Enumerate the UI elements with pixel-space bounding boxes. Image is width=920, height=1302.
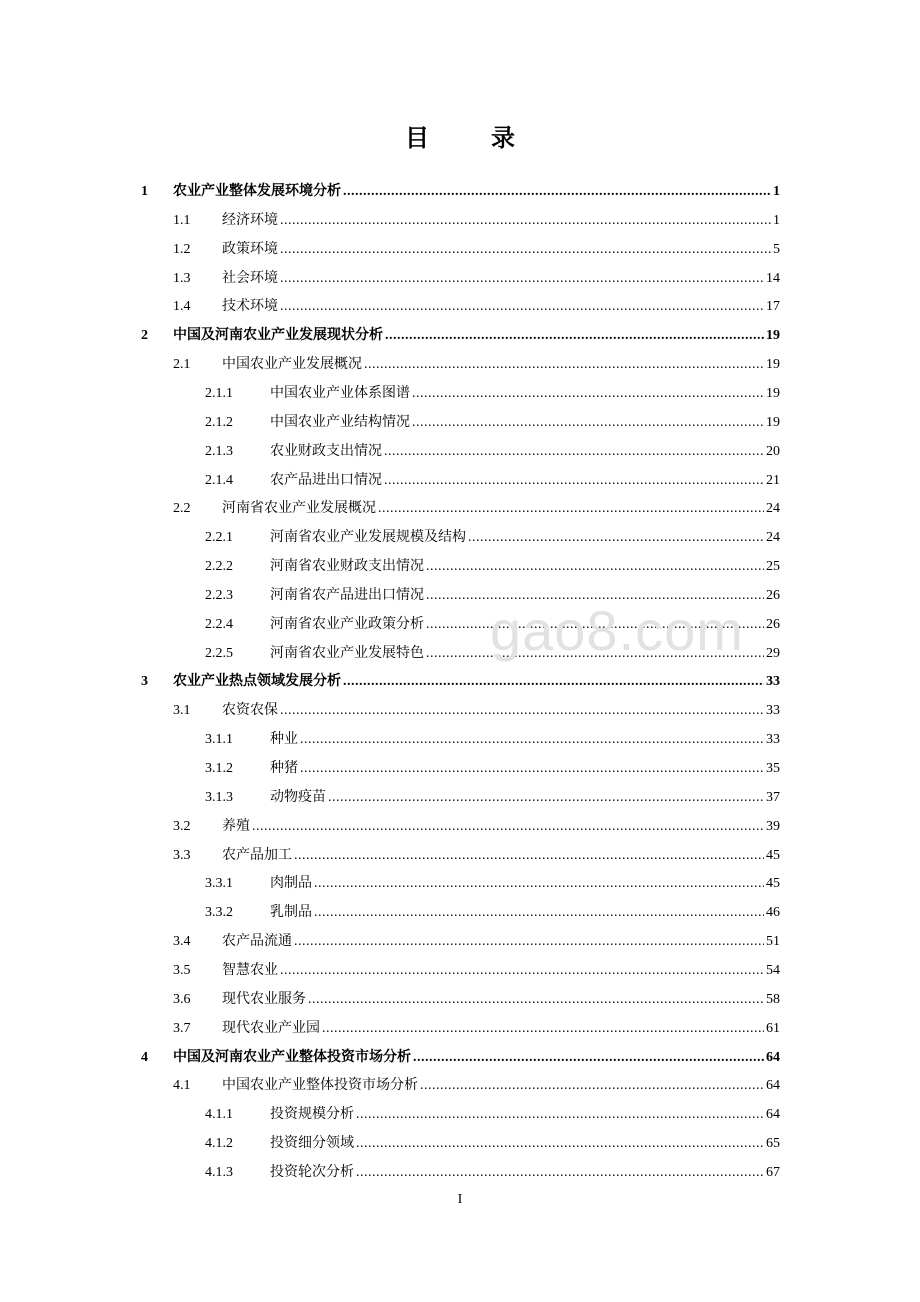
toc-dot-leader [280, 268, 764, 290]
toc-entry-leader [270, 1162, 780, 1184]
toc-entry[interactable] [0, 960, 920, 982]
toc-dot-leader [343, 181, 771, 203]
toc-entry-number: 2.2.1 [205, 530, 233, 546]
toc-entry-title: 投资轮次分析 [270, 1164, 354, 1180]
toc-entry[interactable] [0, 845, 920, 867]
toc-entry-leader [270, 412, 780, 434]
toc-entry-page: 33 [766, 703, 780, 719]
toc-entry-leader [270, 758, 780, 780]
toc-entry-number: 3.4 [173, 934, 191, 950]
toc-entry[interactable] [0, 1018, 920, 1040]
toc-entry[interactable] [0, 873, 920, 895]
toc-entry-number: 2.1.4 [205, 472, 233, 488]
toc-entry-number: 3.3.2 [205, 905, 233, 921]
toc-entry-leader [270, 729, 780, 751]
toc-entry-page: 20 [766, 443, 780, 459]
toc-entry-leader [222, 498, 780, 520]
toc-entry[interactable] [0, 729, 920, 751]
toc-entry-leader [222, 1018, 780, 1040]
toc-entry-title: 智慧农业 [222, 962, 278, 978]
toc-entry-title: 养殖 [222, 818, 250, 834]
toc-dot-leader [468, 527, 764, 549]
toc-entry-page: 1 [773, 212, 780, 228]
toc-entry-leader [173, 671, 780, 693]
toc-dot-leader [413, 1047, 764, 1069]
toc-entry-title: 政策环境 [222, 241, 278, 257]
toc-entry-number: 3.3.1 [205, 876, 233, 892]
toc-entry-number: 3 [141, 674, 148, 690]
toc-entry-leader [270, 470, 780, 492]
toc-entry[interactable] [0, 989, 920, 1011]
toc-entry-title: 河南省农业产业发展规模及结构 [270, 530, 466, 546]
toc-entry-title: 社会环境 [222, 270, 278, 286]
toc-entry-number: 3.1.3 [205, 789, 233, 805]
toc-entry-page: 61 [766, 1020, 780, 1036]
toc-dot-leader [300, 758, 764, 780]
toc-entry-page: 35 [766, 761, 780, 776]
toc-dot-leader [294, 931, 764, 953]
toc-entry-number: 4.1.3 [205, 1164, 233, 1180]
toc-entry-leader [222, 239, 780, 261]
toc-entry-page: 64 [766, 1049, 780, 1065]
toc-entry[interactable] [0, 643, 920, 665]
toc-entry-title: 中国农业产业结构情况 [270, 414, 410, 430]
toc-entry-page: 67 [766, 1164, 780, 1180]
toc-entry-title: 技术环境 [222, 299, 278, 315]
toc-dot-leader [356, 1104, 764, 1126]
toc-entry-title: 种业 [270, 732, 298, 748]
toc-entry-page: 33 [766, 732, 780, 748]
toc-entry-title: 乳制品 [270, 905, 312, 921]
toc-entry-number: 3.6 [173, 991, 191, 1007]
toc-entry-leader [222, 1075, 780, 1097]
toc-dot-leader [412, 412, 764, 434]
toc-entry-page: 45 [766, 847, 780, 863]
toc-entry-number: 1.2 [173, 241, 191, 257]
toc-dot-leader [356, 1162, 764, 1184]
toc-entry-title: 中国农业产业发展概况 [222, 357, 362, 373]
toc-entry-page: 64 [766, 1107, 780, 1123]
toc-entry-number: 2.2.2 [205, 559, 233, 575]
toc-entry-title: 农产品进出口情况 [270, 472, 382, 488]
toc-entry-page: 29 [766, 645, 780, 661]
toc-entry-number: 1.4 [173, 299, 191, 315]
toc-dot-leader [343, 671, 764, 693]
toc-entry-page: 37 [766, 789, 780, 805]
toc-entry-leader [173, 325, 780, 347]
toc-entry-page: 45 [766, 876, 780, 892]
toc-entry[interactable] [0, 325, 920, 347]
toc-entry[interactable] [0, 585, 920, 607]
toc-dot-leader [294, 845, 764, 867]
toc-entry-number: 3.5 [173, 962, 191, 978]
toc-entry-page: 24 [766, 530, 780, 546]
toc-entry-page: 26 [766, 587, 780, 603]
toc-entry[interactable] [0, 816, 920, 838]
toc-entry[interactable] [0, 902, 920, 924]
toc-dot-leader [426, 556, 764, 578]
toc-entry[interactable] [0, 787, 920, 809]
toc-dot-leader [308, 989, 764, 1011]
toc-entry[interactable] [0, 470, 920, 492]
toc-entry-leader [222, 354, 780, 376]
toc-entry-number: 2.2.4 [205, 616, 233, 632]
toc-entry[interactable] [0, 556, 920, 578]
toc-dot-leader [378, 498, 764, 520]
toc-entry-title: 中国农业产业体系图谱 [270, 385, 410, 401]
toc-dot-leader [384, 470, 764, 492]
toc-entry-leader [222, 816, 780, 838]
toc-entry-page: 24 [766, 501, 780, 517]
toc-dot-leader [280, 700, 764, 722]
toc-entry-page: 54 [766, 962, 780, 978]
toc-entry-title: 投资规模分析 [270, 1107, 354, 1123]
toc-dot-leader [252, 816, 764, 838]
toc-entry-page: 21 [766, 472, 780, 488]
toc-entry-number: 3.1 [173, 703, 191, 719]
toc-entry-title: 肉制品 [270, 876, 312, 892]
toc-entry-page: 51 [766, 934, 780, 950]
toc-entry-number: 2.2.3 [205, 587, 233, 603]
toc-entry[interactable] [0, 614, 920, 636]
toc-entry-title: 农资农保 [222, 703, 278, 719]
toc-entry-page: 1 [773, 184, 780, 199]
toc-entry-page: 46 [766, 905, 780, 921]
toc-entry[interactable] [0, 1133, 920, 1155]
toc-entry[interactable] [0, 383, 920, 405]
toc-dot-leader [328, 787, 764, 809]
toc-entry-page: 19 [766, 414, 780, 430]
toc-entry-number: 4.1 [173, 1078, 191, 1094]
toc-entry[interactable] [0, 412, 920, 434]
toc-entry[interactable] [0, 1162, 920, 1184]
toc-entry-page: 14 [766, 270, 780, 286]
toc-entry-page: 19 [766, 385, 780, 401]
toc-entry-title: 农业产业整体发展环境分析 [173, 184, 341, 199]
toc-dot-leader [300, 729, 764, 751]
toc-entry-title: 中国农业产业整体投资市场分析 [222, 1078, 418, 1094]
toc-entry-leader [222, 989, 780, 1011]
toc-dot-leader [412, 383, 764, 405]
toc-entry-leader [270, 441, 780, 463]
footer-page-number: I [457, 1192, 463, 1207]
toc-entry-title: 中国及河南农业产业发展现状分析 [173, 328, 383, 344]
toc-entry[interactable] [0, 210, 920, 232]
toc-entry-number: 1.3 [173, 270, 191, 286]
toc-entry-number: 4 [141, 1049, 148, 1065]
toc-entry-number: 2.1.2 [205, 414, 233, 430]
toc-entry[interactable] [0, 931, 920, 953]
toc-entry-page: 5 [773, 241, 780, 257]
toc-entry-leader [270, 1104, 780, 1126]
toc-entry-number: 1 [141, 184, 148, 199]
toc-entry[interactable] [0, 181, 920, 203]
toc-entry[interactable] [0, 498, 920, 520]
toc-entry[interactable] [0, 354, 920, 376]
page-title: 目 录 [405, 126, 543, 152]
toc-entry-title: 河南省农业产业发展概况 [222, 501, 376, 517]
toc-entry[interactable] [0, 527, 920, 549]
toc-dot-leader [280, 239, 771, 261]
toc-dot-leader [356, 1133, 764, 1155]
toc-entry-title: 投资细分领域 [270, 1136, 354, 1152]
toc-entry-title: 现代农业产业园 [222, 1020, 320, 1036]
toc-dot-leader [384, 441, 764, 463]
toc-entry-leader [270, 902, 780, 924]
toc-entry[interactable] [0, 239, 920, 261]
toc-dot-leader [385, 325, 764, 347]
toc-entry-title: 农业财政支出情况 [270, 443, 382, 459]
toc-entry-page: 25 [766, 559, 780, 575]
toc-entry-leader [270, 383, 780, 405]
toc-entry-title: 经济环境 [222, 212, 278, 228]
toc-entry-title: 河南省农业产业政策分析 [270, 616, 424, 632]
toc-entry-title: 动物疫苗 [270, 789, 326, 805]
toc-entry-number: 4.1.2 [205, 1136, 233, 1152]
toc-entry-leader [222, 268, 780, 290]
toc-dot-leader [322, 1018, 764, 1040]
toc-entry-title: 农业产业热点领域发展分析 [173, 674, 341, 690]
toc-entry-number: 3.1.1 [205, 732, 233, 748]
toc-entry-number: 1.1 [173, 212, 191, 228]
toc-entry-page: 19 [766, 328, 780, 344]
toc-entry-title: 农产品流通 [222, 934, 292, 950]
toc-entry-number: 3.2 [173, 818, 191, 834]
toc-entry-number: 2.1 [173, 357, 191, 373]
toc-dot-leader [280, 960, 764, 982]
toc-entry-leader [222, 296, 780, 318]
toc-entry-title: 种猪 [270, 761, 298, 776]
toc-dot-leader [314, 873, 764, 895]
toc-entry-page: 39 [766, 818, 780, 834]
toc-entry-number: 2.2 [173, 501, 191, 517]
toc-entry-number: 3.1.2 [205, 761, 233, 776]
toc-entry-number: 2.2.5 [205, 645, 233, 661]
toc-entry-leader [222, 700, 780, 722]
toc-entry-leader [222, 960, 780, 982]
toc-entry-page: 19 [766, 357, 780, 373]
toc-entry-number: 2.1.1 [205, 385, 233, 401]
toc-entry-page: 65 [766, 1136, 780, 1152]
toc-entry[interactable] [0, 268, 920, 290]
toc-entry[interactable] [0, 1075, 920, 1097]
toc-entry-leader [222, 845, 780, 867]
toc-dot-leader [364, 354, 764, 376]
toc-entry-title: 农产品加工 [222, 847, 292, 863]
toc-entry-leader [270, 873, 780, 895]
toc-entry-title: 现代农业服务 [222, 991, 306, 1007]
toc-entry-number: 2.1.3 [205, 443, 233, 459]
watermark: gao8.com [490, 599, 744, 662]
toc-entry[interactable] [0, 1104, 920, 1126]
toc-entry[interactable] [0, 441, 920, 463]
toc-entry-title: 中国及河南农业产业整体投资市场分析 [173, 1049, 411, 1065]
toc-dot-leader [314, 902, 764, 924]
toc-entry-page: 64 [766, 1078, 780, 1094]
toc-entry-leader [222, 210, 780, 232]
toc-entry[interactable] [0, 700, 920, 722]
toc-entry-number: 2 [141, 328, 148, 344]
toc-entry-number: 3.7 [173, 1020, 191, 1036]
toc-entry-title: 河南省农产品进出口情况 [270, 587, 424, 603]
toc-entry-leader [270, 556, 780, 578]
toc-entry[interactable] [0, 758, 920, 780]
toc-entry-number: 3.3 [173, 847, 191, 863]
toc-entry-page: 33 [766, 674, 780, 690]
toc-entry-leader [270, 527, 780, 549]
toc-entry-leader [270, 1133, 780, 1155]
toc-entry-leader [173, 181, 780, 203]
toc-entry[interactable] [0, 671, 920, 693]
toc-entry-page: 17 [766, 299, 780, 315]
toc-entry-leader [173, 1047, 780, 1069]
toc-dot-leader [280, 210, 771, 232]
toc-entry-title: 河南省农业财政支出情况 [270, 559, 424, 575]
toc-entry-number: 4.1.1 [205, 1107, 233, 1123]
toc-entry-title: 河南省农业产业发展特色 [270, 645, 424, 661]
toc-entry-leader [270, 787, 780, 809]
toc-entry-page: 26 [766, 616, 780, 632]
toc-entry[interactable] [0, 1047, 920, 1069]
toc-entry[interactable] [0, 296, 920, 318]
toc-dot-leader [280, 296, 764, 318]
toc-dot-leader [420, 1075, 764, 1097]
toc-entry-leader [222, 931, 780, 953]
toc-entry-page: 58 [766, 991, 780, 1007]
